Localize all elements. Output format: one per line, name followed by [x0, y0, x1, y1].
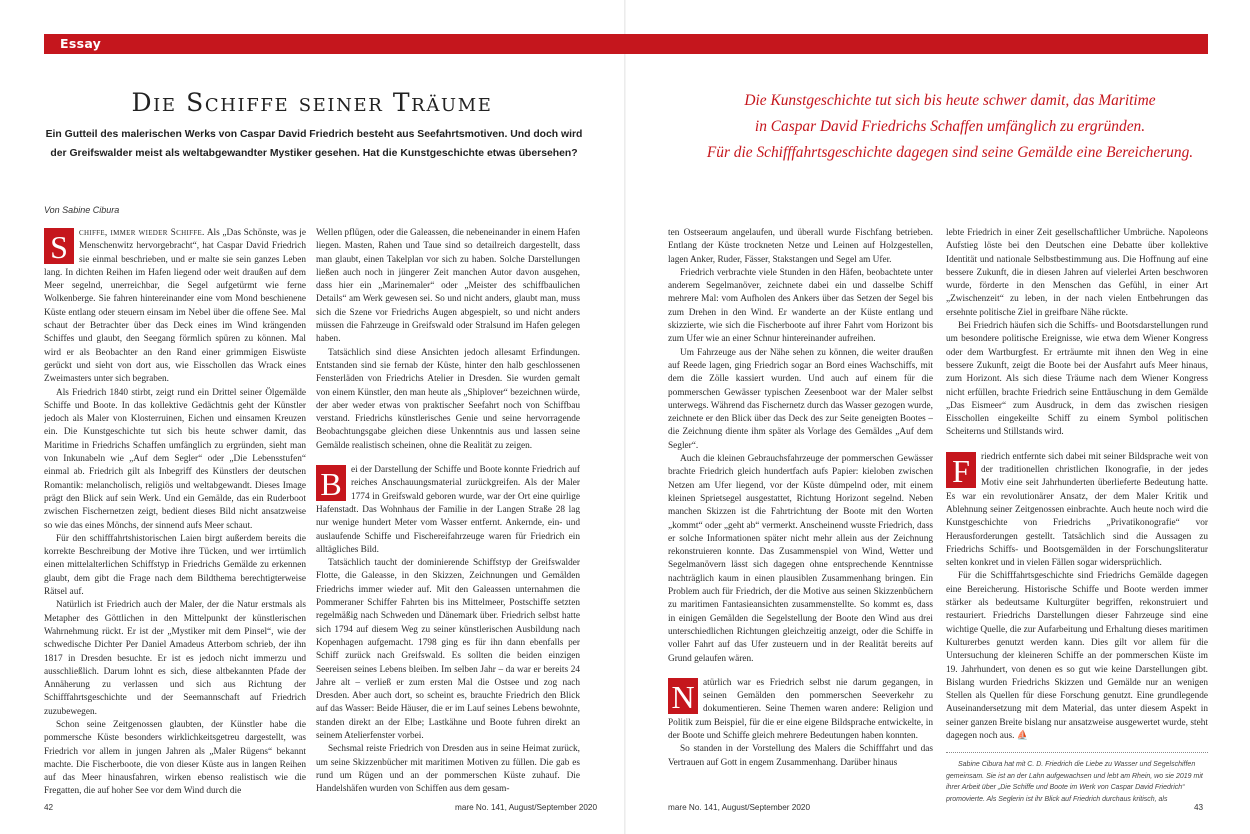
paragraph: Tatsächlich taucht der dominierende Schiffstyp der Greifswalder Flotte, die Galeasse, in den Skizzen, Zeichnungen und Gemälden Friedrichs immer wieder auf. Mit den Galeassen unternahmen die Pommeraner Schiffer Fahrten bis ins Mittelmeer, Postschiffe setzten regelmäßig nach Schweden und Dänemark über. Friedrich selbst hatte sich 1794 auf diesem Weg zu seiner künstlerischen Ausbildung nach Kopenhagen aufgemacht. 1798 ging es für ihn dann ebenfalls per Schiff zurück nach Greifswald. Es sollten die beiden einzigen Seereisen seines Lebens bleiben. Im selben Jahr – da war er bereits 24 Jahre alt – verließ er zum ersten Mal die Ostsee und zog nach Dresden. Aber auch dort, so scheint es, brauchte Friedrich den Blick auf das Wasser: Beide Häuser, die er im Lauf seines Lebens bewohnte, standen direkt an der Elbe; Lastkähne und Boote fuhren direkt an seinem Atelierfenster vorbei.	[316, 558, 580, 741]
paragraph-text: atürlich war es Friedrich selbst nie darum gegangen, in seinen Gemälden den pommerschen Seeverkehr zu dokumentieren. Seine Themen waren andere: Religion und Politik zum Beispiel, für die er eine eigene Bildsprache entwickelte, in der Boote und Schiffe gleich mehrere Bedeutungen haben konnten.	[668, 677, 933, 741]
drop-cap: B	[316, 465, 346, 501]
paragraph-text: ei der Darstellung der Schiffe und Boote konnte Friedrich auf reiches Anschauungsmaterial zurückgreifen. Als der Maler 1774 in Greifswald geboren wurde, war der Ort eine quirlige Hafenstadt. Das Wohnhaus der Familie in der Langen Straße 28 lag nur wenige hundert Meter vom Wasser entfernt. Ankernde, ein- und auslaufende Schiffe und Fischereifahrzeuge waren für Friedrich ein alltägliches Bild.	[316, 465, 580, 555]
left-page-number: 42	[44, 803, 54, 812]
paragraph	[946, 570, 1208, 743]
section-bar	[44, 34, 1208, 54]
paragraph: Für den schifffahrtshistorischen Laien birgt außerdem bereits die korrekte Beschreibung der Motive ihre Tücken, und wer irrtümlich einen mittelalterlichen Schiffstyp in Friedrichs Gemälde zu erkennen glaubt, dem gibt die Frage nach dem Bildthema berechtigterweise Rätsel auf.	[44, 533, 306, 598]
pull-quote-line-3: Für die Schifffahrtsgeschichte dagegen sind seine Gemälde eine Bereicherung.	[706, 144, 1194, 161]
paragraph	[668, 677, 933, 743]
article-subhead: Ein Gutteil des malerischen Werks von Caspar David Friedrich besteht aus Seefahrtsmotiven. Und doch wird der Greifswalder meist als weltabgewandter Mystiker gesehen. Hat die Kunstgeschichte etwas übersehen?	[45, 129, 583, 159]
paragraph: Bei Friedrich häufen sich die Schiffs- und Bootsdarstellungen rund um besondere politische Ereignisse, wie etwa dem Wiener Kongress oder dem Wartburgfest. Er erträumte mit ihnen den Weg in eine bessere Zukunft, zeigt die Boote bei der Ausfahrt aufs Meer hinaus, zum Horizont. Als sich diese Träume nach dem Wiener Kongress nicht erfüllen, brachte Friedrich seine Enttäuschung in dem Gemälde „Das Eismeer“ zum Ausdruck, in dem das zwischen riesigen Eisschollen eingekeilte Schiff zu einem Symbol politischen Scheiterns und Stillstands wird.	[946, 321, 1208, 438]
paragraph	[946, 451, 1208, 571]
author-bio: Sabine Cibura hat mit C. D. Friedrich die Liebe zu Wasser und Segelschiffen gemeinsam. Sie ist an der Lahn aufgewachsen und lebt am Rhein, wo sie 2019 mit ihrer Arbeit über „Die Schiffe und Boote im Werk von Caspar David Friedrich“ promovierte. Als Seglerin ist ihr Blick auf Friedrich durchaus kritisch, als	[946, 761, 1203, 803]
pull-quote-line-2: in Caspar David Friedrichs Schaffen umfänglich zu ergründen.	[754, 118, 1146, 135]
paragraph-text: riedrich entfernte sich dabei mit seiner Bildsprache weit von der traditionellen christlichen Ikonografie, in der jedes Motiv eine seit Jahrhunderten überlieferte Bedeutung hatte. Es war ein revolutionärer Ansatz, der dem Maler Kritik und Ablehnung seiner Zeitgenossen einbrachte. Auch heute noch wird die Kunstgeschichte von Friedrichs „Privatikonografie“ vor Herausforderungen gestellt. Tatsächlich sind die Aussagen zu Friedrichs Schiffs- und Bootsgemälden in der Forschungsliteratur selten konkret und in vielen Fällen sogar widersprüchlich.	[946, 451, 1208, 569]
drop-cap: S	[44, 228, 74, 264]
lead-in: chiffe, immer wieder Schiffe.	[79, 228, 205, 238]
byline: Von Sabine Cibura	[44, 205, 120, 215]
right-issue-line: mare No. 141, August/September 2020	[668, 803, 811, 812]
paragraph: lebte Friedrich in einer Zeit gesellschaftlicher Umbrüche. Napoleons Aufstieg löste bei den Deutschen eine Debatte über kollektive Identität und nationale Selbstbestimmung aus. Die Hoffnung auf eine bessere Zukunft, die in diesen Jahren auf vielerlei Arten beschworen wurde, förderte in den Menschen das Gefühl, in einer Art „Zwischenzeit“ zu leben, in der nach vielen Entbehrungen das ersehnte politische Ziel in greifbare Nähe rückte.	[946, 228, 1208, 318]
end-mark-icon: ⛵	[1016, 730, 1029, 741]
paragraph: Tatsächlich sind diese Ansichten jedoch allesamt Erfindungen. Entstanden sind sie fernab der Küste, hinter den halb geschlossenen Fensterläden von Friedrichs Atelier in Dresden. Sie wurden gemalt von einem Künstler, den man heute als „Shiplover“ bezeichnen würde, der aber weder etwas von praktischer Seefahrt noch von Schiffbau verstand. Friedrichs künstlerisches Genie und seine hervorragende Beobachtungsgabe gleichen diese Unkenntnis aus und lassen seine Gemälde realistisch scheinen, ohne die Realität zu zeigen.	[316, 347, 580, 451]
drop-cap: N	[668, 678, 698, 714]
text-column-1	[44, 227, 306, 807]
paragraph: Schon seine Zeitgenossen glaubten, der Künstler habe die pommersche Küste besonders wirklichkeitsgetreu dargestellt, was Friedrich vor allem in jungen Jahren als „Maler Rügens“ bekannt machte. Die Fischerboote, die von dieser Küste aus in langen Reihen auf das Meer hinausfahren, wirken ebenso realistisch wie die Fregatten, die auf hoher See vor dem Wind durch die	[44, 719, 306, 797]
paragraph: Natürlich ist Friedrich auch der Maler, der die Natur erstmals als Metapher des Göttlichen in den Mittelpunkt der künstlerischen Wahrnehmung rückt. Er ist der „Mystiker mit dem Pinsel“, wie der schwedische Dichter Per Daniel Amadeus Atterbom schrieb, der ihn 1817 in Dresden besuchte. Er ist es jedoch nicht immerzu und ausschließlich. Darum lohnt es sich, diese altbekannten Pfade der Annäherung zu verlassen und sich aus Richtung der Schifffahrtsgeschichte und der Seemannschaft auf Friedrich zuzubewegen.	[44, 600, 306, 717]
text-column-2	[316, 227, 580, 807]
section-label: Essay	[60, 36, 102, 51]
drop-cap: F	[946, 452, 976, 488]
paragraph: Als Friedrich 1840 stirbt, zeigt rund ein Drittel seiner Ölgemälde Schiffe und Boote. In das kollektive Gedächtnis geht der Künstler jedoch als Maler von Klosterruinen, Eichen und einsamen Kreuzen ein. Die Kunstgeschichte tut sich bis heute schwer damit, das Maritime in Friedrichs Schaffen umfänglich zu ergründen, sieht man von Inkunabeln wie „Auf dem Segler“ oder „Die Lebensstufen“ einmal ab. Friedrich gilt als Inbegriff des Künstlers der deutschen Romantik: melancholisch, religiös und weltabgewandt. Dieses Image prägt den Blick auf sein Werk. Und ein Gemälde, das ein Ruderboot zwischen Fischernetzen zeigt, bedient dieses Bild nicht ansatzweise so wie das eines Mönchs, der sinnend aufs Meer schaut.	[44, 387, 306, 531]
paragraph-text: Für die Schifffahrtsgeschichte sind Friedrichs Gemälde dagegen eine Bereicherung. Historische Schiffe und Boote werden immer stärker als bedeutsame Kulturgüter begriffen, rekonstruiert und restauriert. Friedrichs Darstellungen dieser Fahrzeuge sind eine wichtige Quelle, die zur Aufarbeitung und Erhaltung dieses maritimen Kulturerbes genutzt werden kann. Dies gilt vor allem für die Untersuchung der kleineren Schiffe an der pommerschen Küste im 19. Jahrhundert, von denen es so gut wie keine Darstellungen gibt. Bislang wurden Friedrichs Skizzen und Gemälde nur an wenigen Stellen als Quellen für diese Forschung genutzt. Eine grundlegende Auseinandersetzung mit dem Material, das unter diesem Aspekt in seiner ganzen Breite bislang nur ansatzweise ausgewertet wurde, steht dagegen noch aus.	[946, 571, 1208, 741]
pull-quote-line-1: Die Kunstgeschichte tut sich bis heute schwer damit, das Maritime	[744, 92, 1156, 109]
right-page-number: 43	[1194, 803, 1204, 812]
paragraph: Auch die kleinen Gebrauchsfahrzeuge der pommerschen Gewässer brachte Friedrich gleich hundertfach aufs Papier: kieloben zwischen Netzen am Ufer liegend, vor der Küste dümpelnd oder, mit einem kleinen Sprietsegel ausgestattet, Richtung Horizont segelnd. Neben manchen Skizzen ist die Fahrtrichtung der Boote mit den Worten „kommt“ oder „geht ab“ vermerkt. Anscheinend wusste Friedrich, dass er solche Informationen später nicht mehr allein aus der Zeichnung rekonstruieren konnte. Das Zusammenspiel von Wind, Wetter und Segelmanövern lässt sich dagegen ohne entsprechende Kenntnisse nachträglich kaum in einen plausiblen Zusammenhang bringen. Ein Problem auch für Friedrich, der die Motive aus seinen Skizzenbüchern zu maritimen Fantasieansichten zusammenstellte. So kommt es, dass in einigen Gemälden die Segelstellung der Boote den Wind aus drei unterschiedlichen Richtungen gleichzeitig anzeigt, oder die Schiffe in voller Fahrt auf das Ufer zusteuern und in der Realität bereits auf Grund gelaufen wären.	[668, 454, 933, 664]
article-headline: Die Schiffe seiner Träume	[131, 88, 493, 117]
text-column-3	[668, 227, 933, 807]
paragraph: Friedrich verbrachte viele Stunden in den Häfen, beobachtete unter anderem Segelmanöver, zeichnete dabei ein und dasselbe Schiff mehrere Mal: vom Aufholen des Ankers über das Setzen der Segel bis zum Drehen in den Wind. Er wanderte an der Küste entlang und skizzierte, wie sich die Fischerboote auf ihrer Fahrt vom Horizont bis zum Ufer wie an einer Schnur hintereinander aufreihen.	[668, 267, 933, 345]
paragraph	[316, 464, 580, 557]
left-issue-line: mare No. 141, August/September 2020	[455, 803, 598, 812]
bio-divider	[946, 752, 1208, 753]
paragraph: ten Ostseeraum angelaufen, und überall wurde Fischfang betrieben. Entlang der Küste trockneten Netze und Leinen auf Holzgestellen, lagen Anker, Ruder, Fässer, Stakstangen und Segel am Ufer.	[668, 228, 933, 265]
paragraph-text: Als „Das Schönste, was je Menschenwitz hervorgebracht“, hat Caspar David Friedrich sie einmal beschrieben, und er malte sie sein ganzes Leben lang. In dichten Reihen im Hafen liegend oder weit draußen auf dem Meer segelnd, unerreichbar, die Segel aufgetürmt wie ferne Wolkenberge. Sie fahren hintereinander eine vom Mond beschienene Küste entlang oder steuern einsam im Nebel über die offene See. Mal schaut der Betrachter über das Deck eines im Wind krängenden Schiffes und glaubt, den Seegang förmlich spüren zu können. Mal wird er als Beobachter an den Rand einer grimmigen Eiswüste gerückt und sieht von dort aus, wie Eisschollen das Wrack eines Zweimasters unter sich begraben.	[44, 228, 306, 385]
paragraph: So standen in der Vorstellung des Malers die Schifffahrt und das Vertrauen auf Gott in engem Zusammenhang. Darüber hinaus	[668, 744, 933, 768]
pull-quote	[700, 88, 1200, 166]
paragraph: Um Fahrzeuge aus der Nähe sehen zu können, die weiter draußen auf Reede lagen, ging Friedrich sogar an Bord eines Wachschiffs, mit dem die Zölle kassiert wurden. Und auch auf einem für die pommerschen Gewässer typischen Zeesenboot war der Maler selbst unterwegs. Während das Fischernetz durch das Wasser gezogen wurde, zeichnete er den Blick über das Deck des zur Seite geneigten Bootes – die Zeichnung diente ihm später als Vorlage des Gemäldes „Auf dem Segler“.	[668, 347, 933, 451]
page-gutter	[624, 0, 626, 834]
paragraph: Wellen pflügen, oder die Galeassen, die nebeneinander in einem Hafen liegen. Masten, Rahen und Taue sind so detailreich dargestellt, dass man glaubt, einen Takelplan vor sich zu haben. Solche Darstellungen ließen auch noch in jüngerer Zeit manchen Autor davon ausgehen, dass hier ein „Marinemaler“ oder „Meister des schiffbaulichen Details“ am Werk gewesen sei. So und nicht anders, glaubt man, muss sich die Szene vor Friedrichs Augen abgespielt, so und nicht anders müssen die Fahrzeuge in Greifswald oder Stralsund im Hafen gelegen haben.	[316, 228, 580, 345]
paragraph	[44, 227, 306, 387]
text-column-4	[946, 227, 1208, 807]
paragraph: Sechsmal reiste Friedrich von Dresden aus in seine Heimat zurück, um seine Skizzenbücher mit maritimen Motiven zu füllen. Die gab es rund um Rügen und an der pommerschen Küste zuhauf. Die Handelshäfen wurden von Schiffen aus dem gesam-	[316, 744, 580, 795]
